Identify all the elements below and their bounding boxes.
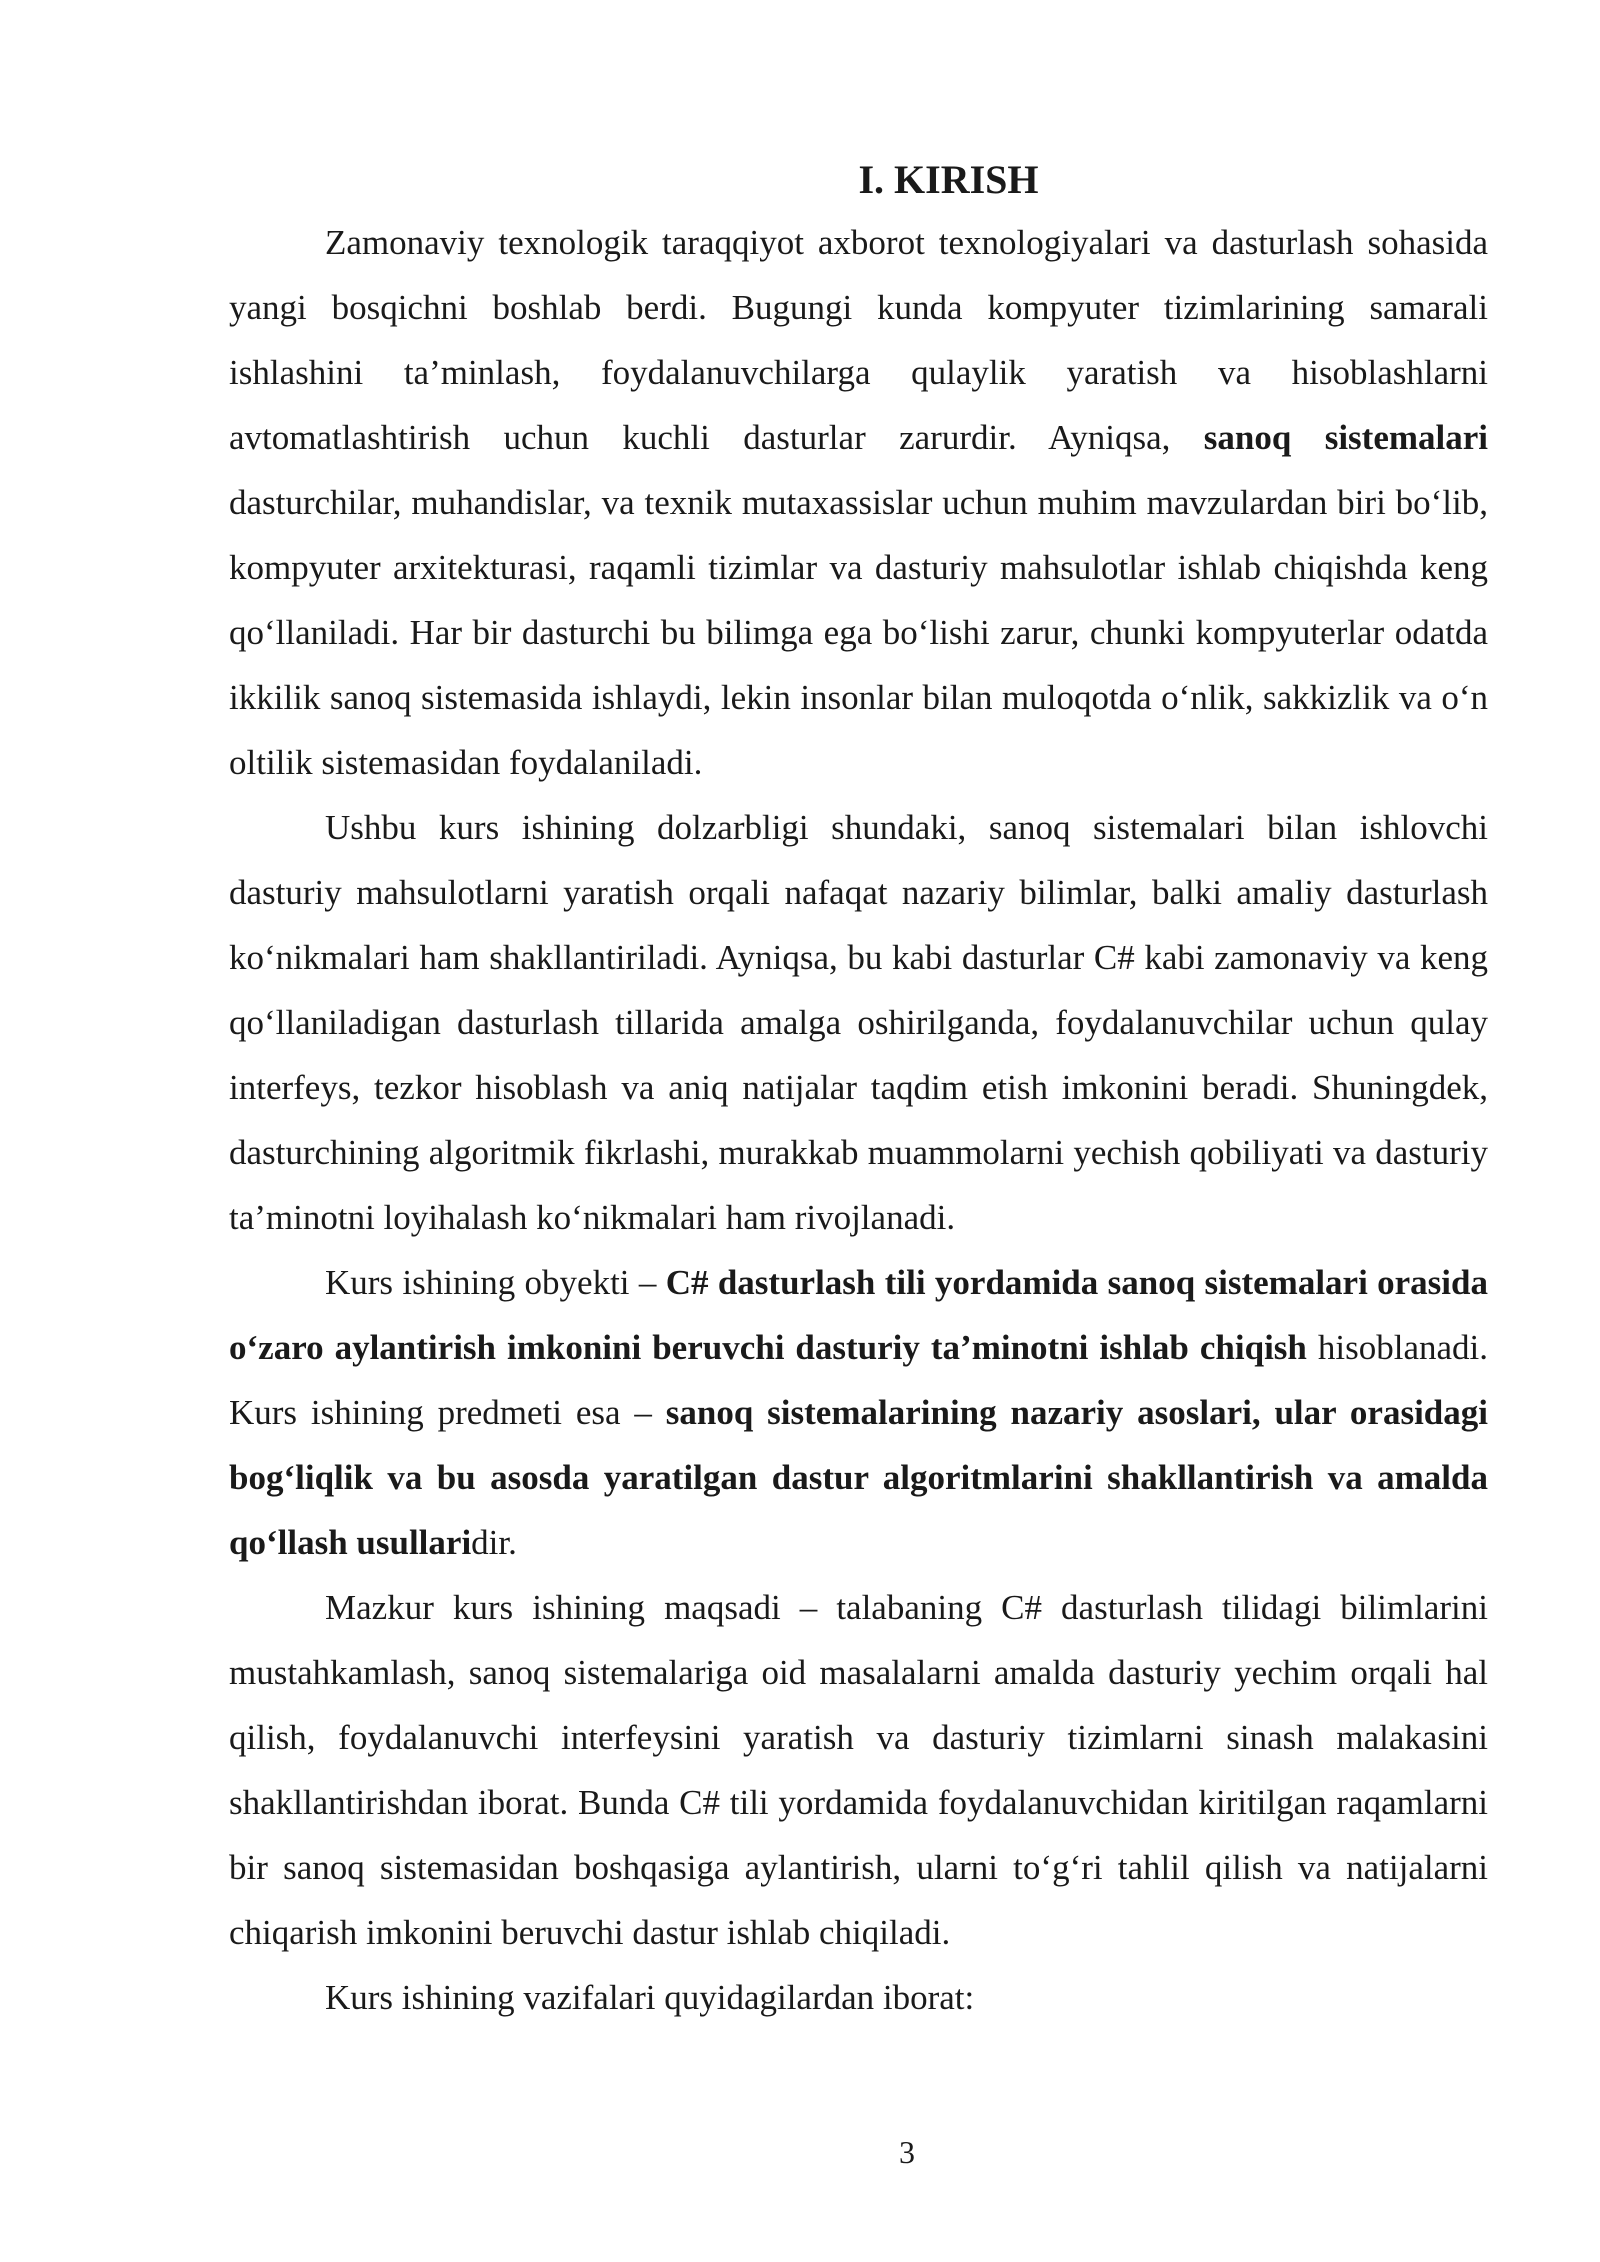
paragraph-relevance: Ushbu kurs ishining dolzarbligi shundaki, sanoq sistemalari bilan ishlovchi dasturiy mahsulotlarni yaratish orqali nafaqat nazariy bilimlar, balki amaliy dasturlash ko‘nikmalari ham shakllantiriladi. Ayniqsa, bu kabi dasturlar C# kabi zamonaviy va keng qo‘llaniladigan dasturlash tillarida amalga oshirilganda, foydalanuvchilar uchun qulay interfeys, tezkor hisoblash va aniq natijalar taqdim etish imkonini beradi. Shuningdek, dasturchining algoritmik fikrlashi, murakkab muammolarni yechish qobiliyati va dasturiy ta’minotni loyihalash ko‘nikmalari ham rivojlanadi. [229,808,1488,1237]
paragraph-intro-text-1: Zamonaviy texnologik taraqqiyot axborot texnologiyalari va dasturlash sohasida yangi bosqichni boshlab berdi. Bugungi kunda kompyuter tizimlarining samarali ishlashini ta’minlash, foydalanuvchilarga qulaylik yaratish va hisoblashlarni avtomatlashtirish uchun kuchli dasturlar zarurdir. Ayniqsa, [229,223,1488,457]
paragraph-intro [229,210,1488,795]
paragraph-intro-text-2: dasturchilar, muhandislar, va texnik mutaxassislar uchun muhim mavzulardan biri bo‘lib, kompyuter arxitekturasi, raqamli tizimlar va dasturiy mahsulotlar ishlab chiqishda keng qo‘llaniladi. Har bir dasturchi bu bilimga ega bo‘lishi zarur, chunki kompyuterlar odatda ikkilik sanoq sistemasida ishlaydi, lekin insonlar bilan muloqotda o‘nlik, sakkizlik va o‘n oltilik sistemasidan foydalaniladi. [229,483,1488,782]
page-content [229,150,1488,2030]
object-lead-text: Kurs ishining obyekti – [325,1263,666,1302]
page-number: 3 [899,2134,915,2170]
paragraph-intro-bold: sanoq sistemalari [1203,418,1488,457]
paragraph-goal: Mazkur kurs ishining maqsadi – talabaning C# dasturlash tilidagi bilimlarini mustahkamlash, sanoq sistemalariga oid masalalarni amalda dasturiy yechim orqali hal qilish, foydalanuvchi interfeysini yaratish va dasturiy tizimlarni sinash malakasini shakllantirishdan iborat. Bunda C# tili yordamida foydalanuvchidan kiritilgan raqamlarni bir sanoq sistemasidan boshqasiga aylantirish, ularni to‘g‘ri tahlil qilish va natijalarni chiqarish imkonini beruvchi dastur ishlab chiqiladi. [229,1588,1488,1952]
paragraph-tasks-intro: Kurs ishining vazifalari quyidagilardan iborat: [325,1978,975,2017]
subject-bold-text: sanoq sistemalarining nazariy asoslari, ular orasidagi bog‘liqlik va bu asosda yaratilgan dastur algoritmlarini shakllantirish va amalda qo‘llash usullari [229,1393,1488,1562]
subject-lead-text: hisoblanadi. Kurs ishining predmeti esa – [229,1328,1488,1432]
subject-tail-text: dir. [471,1523,517,1562]
object-bold-text: C# dasturlash tili yordamida sanoq sistemalari orasida o‘zaro aylantirish imkonini beruvchi dasturiy ta’minotni ishlab chiqish [229,1263,1488,1367]
section-title: I. KIRISH [858,157,1039,202]
paragraph-object-subject [229,1250,1488,1575]
